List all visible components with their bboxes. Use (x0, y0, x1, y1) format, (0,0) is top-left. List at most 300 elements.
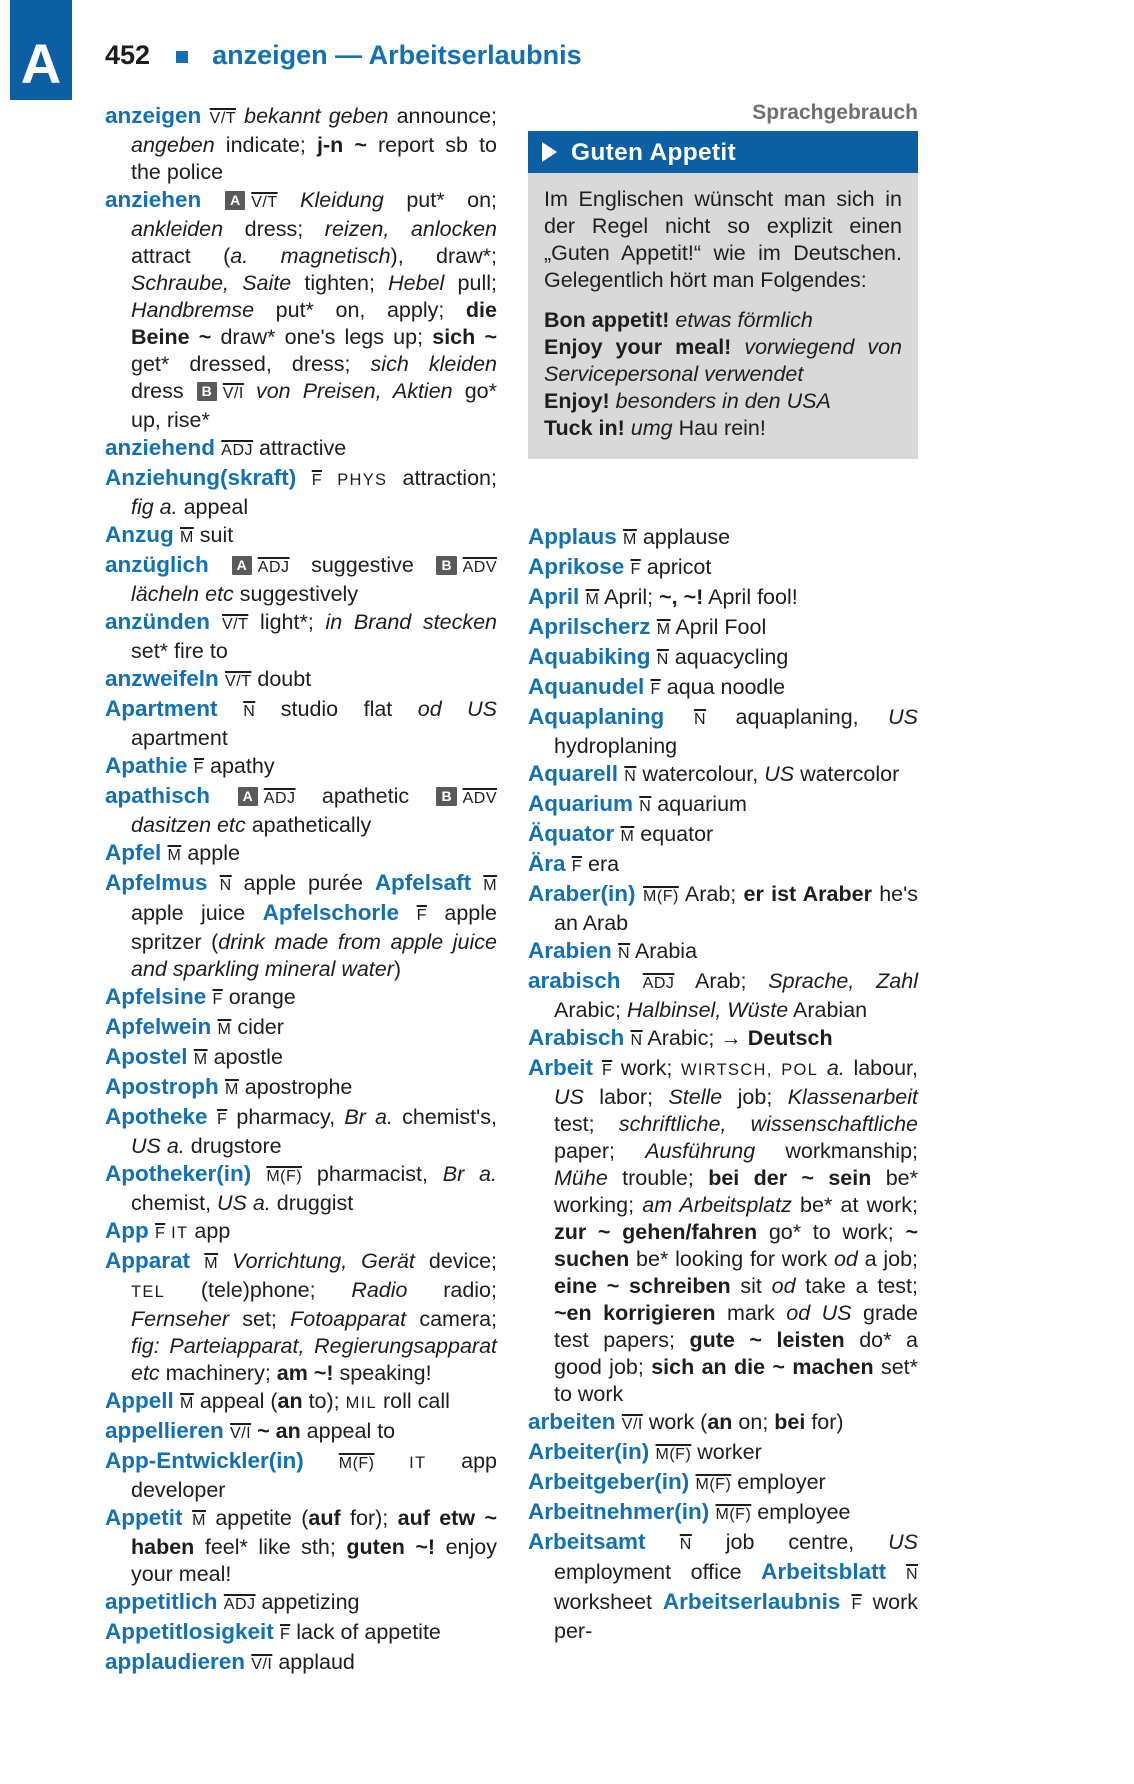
text-run: be* working; (554, 1166, 918, 1217)
headword: Apfel (105, 840, 168, 865)
dictionary-entry (528, 703, 918, 760)
headword: Arbeitsamt (528, 1529, 680, 1554)
bold-phrase: auf (308, 1506, 341, 1530)
italic-annotation: ankleiden (131, 217, 224, 241)
headword: Anzug (105, 522, 180, 547)
grammar-tag: $\overline{M}$ (656, 621, 671, 638)
text-run: camera; (406, 1307, 497, 1331)
subject-label: PHYS (322, 471, 388, 489)
text-run: apricot (640, 555, 712, 579)
dictionary-entry (105, 782, 497, 839)
italic-annotation: US (888, 1530, 918, 1554)
italic-annotation: Handbremse (131, 298, 255, 322)
text-run: chemist, (131, 1191, 218, 1215)
grammar-tag: $\overline{M}$ (483, 877, 498, 894)
text-run: apathetically (245, 813, 372, 837)
bold-phrase: an (277, 1389, 303, 1413)
grammar-tag: V/I (222, 385, 244, 402)
text-run: Arab; (678, 882, 744, 906)
bold-phrase: sich an die ~ machen (651, 1355, 874, 1379)
headword: Apostroph (105, 1074, 225, 1099)
italic-annotation: drink made from apple juice and sparkling mineral water (131, 930, 497, 981)
text-run: suit (193, 523, 234, 547)
headword: Aquabiking (528, 644, 657, 669)
bold-phrase: er ist Araber (743, 882, 872, 906)
headword: apathisch (105, 783, 237, 808)
dictionary-entry (105, 1447, 497, 1504)
text-run: Arabia (630, 939, 698, 963)
italic-annotation: a. (818, 1056, 845, 1080)
text-run: be* looking for work (629, 1247, 834, 1271)
headword: Aprilscherz (528, 614, 657, 639)
italic-annotation: besonders in den USA (609, 389, 831, 413)
text-run: appetizing (255, 1590, 360, 1614)
text-run: speaking! (333, 1361, 432, 1385)
text-run: go* up, rise* (131, 379, 497, 432)
grammar-tag: $\overline{F}$ (571, 858, 583, 875)
dictionary-entry (105, 1103, 497, 1160)
italic-annotation: Vorrichtung, Gerät (218, 1249, 415, 1273)
bold-phrase: eine ~ schreiben (554, 1274, 731, 1298)
text-run: ) (393, 957, 402, 981)
dictionary-entry (105, 1588, 497, 1618)
dictionary-entry (105, 464, 497, 521)
headword: appetitlich (105, 1589, 224, 1614)
text-run: set* fire to (131, 639, 228, 663)
grammar-tag: V/T (251, 194, 278, 211)
grammar-tag: $\overline{F}$ (216, 1111, 228, 1128)
sense-letter-badge: B (436, 787, 456, 806)
headword: anzünden (105, 609, 222, 634)
text-run: feel* like sth; (194, 1535, 347, 1559)
grammar-tag: $\overline{F}$ (155, 1225, 166, 1242)
headword: April (528, 584, 586, 609)
text-run: to); (302, 1389, 346, 1413)
headword: Applaus (528, 524, 624, 549)
headword: anzeigen (105, 103, 210, 128)
dictionary-entry (105, 1043, 497, 1073)
dictionary-entry (105, 1417, 497, 1447)
text-run: work per- (554, 1590, 918, 1643)
letter-tab: A (10, 0, 72, 100)
grammar-tag: $\overline{N}$ (693, 711, 707, 728)
usage-box-header (528, 131, 918, 173)
headword: Apfelsine (105, 984, 213, 1009)
text-run: aqua noodle (660, 675, 786, 699)
dictionary-entry (528, 1468, 918, 1498)
grammar-tag: $\overline{ADV}$ (462, 559, 498, 576)
italic-annotation: Halbinsel, Wüste (626, 998, 789, 1022)
headword: App-Entwickler(in) (105, 1448, 339, 1473)
text-run: pharmacist, (302, 1162, 443, 1186)
headword: Apfelsaft (374, 870, 484, 895)
headword: Apartment (105, 696, 244, 721)
grammar-tag: M(F) (715, 1506, 752, 1523)
text-run: appeal ( (193, 1389, 278, 1413)
text-run: report sb to the police (131, 133, 497, 184)
text-run: for); (340, 1506, 398, 1530)
grammar-tag: $\overline{M}$ (204, 1255, 219, 1272)
text-run: labor; (583, 1085, 669, 1109)
italic-annotation: Sprache, Zahl (768, 969, 918, 993)
dictionary-entry (105, 551, 497, 608)
usage-box (528, 131, 918, 459)
dictionary-entry (528, 553, 918, 583)
subject-label: IT (374, 1454, 427, 1472)
text-run: mark (715, 1301, 787, 1325)
guide-words: anzeigen — Arbeitserlaubnis (212, 40, 582, 70)
grammar-tag: M(F) (643, 888, 679, 905)
dictionary-entry (528, 850, 918, 880)
grammar-tag: $\overline{N}$ (905, 1566, 918, 1583)
text-run: April fool! (703, 585, 798, 609)
text-run: enjoy your meal! (131, 1535, 497, 1586)
text-run: era (582, 852, 620, 876)
page-header (105, 40, 582, 71)
dictionary-entry (528, 583, 918, 613)
dictionary-entry (528, 523, 918, 553)
dictionary-entry (528, 1498, 918, 1528)
headword: Apotheker(in) (105, 1161, 267, 1186)
headword: anzüglich (105, 552, 231, 577)
grammar-tag: V/I (621, 1416, 643, 1433)
italic-annotation: schriftliche, wissenschaftliche (618, 1112, 918, 1136)
grammar-tag: $\overline{N}$ (624, 768, 637, 785)
headword: Apathie (105, 753, 194, 778)
text-run: chemist's, (392, 1105, 497, 1129)
italic-annotation: in Brand stecken (325, 610, 498, 634)
usage-box-title: Guten Appetit (571, 138, 736, 166)
text-run: appeal (177, 495, 249, 519)
text-run: apostrophe (238, 1075, 353, 1099)
grammar-tag: $\overline{F}$ (851, 1596, 862, 1613)
dictionary-entry (105, 752, 497, 782)
dictionary-entry (105, 839, 497, 869)
text-run: Hau rein! (672, 416, 766, 440)
headword: Arbeit (528, 1055, 602, 1080)
headword: Apparat (105, 1248, 205, 1273)
text-run: on; (732, 1410, 775, 1434)
header-bullet-icon (176, 51, 188, 63)
usage-example (544, 388, 902, 415)
text-run: employer (731, 1470, 826, 1494)
dictionary-entry (105, 1160, 497, 1217)
italic-annotation: sich kleiden (370, 352, 498, 376)
italic-annotation: Radio (351, 1278, 408, 1302)
dictionary-entry (528, 937, 918, 967)
text-run: job; (722, 1085, 788, 1109)
text-run: dress; (223, 217, 325, 241)
text-run: employment office (554, 1560, 762, 1584)
italic-annotation: reizen, anlocken (324, 217, 497, 241)
grammar-tag: M(F) (266, 1168, 303, 1185)
text-run: orange (222, 985, 296, 1009)
grammar-tag: $\overline{F}$ (311, 472, 323, 489)
text-run: apostle (207, 1045, 283, 1069)
text-run: be* at work; (791, 1193, 918, 1217)
dictionary-entry (528, 1528, 918, 1645)
italic-annotation: bekannt geben (236, 104, 389, 128)
italic-annotation: US (764, 762, 795, 786)
subject-label: TEL (131, 1283, 166, 1301)
text-run: work; (612, 1056, 681, 1080)
headword: Arbeiter(in) (528, 1439, 656, 1464)
text-run: work ( (642, 1410, 708, 1434)
grammar-tag: V/T (221, 616, 249, 633)
grammar-tag: V/I (230, 1425, 252, 1442)
text-run: worksheet (554, 1590, 663, 1614)
bold-phrase: Enjoy! (544, 389, 610, 413)
bold-phrase: zur ~ gehen/fahren (554, 1220, 758, 1244)
sense-letter-badge: A (232, 556, 252, 575)
text-run: apple juice (131, 901, 263, 925)
text-run: watercolor (794, 762, 900, 786)
text-run: April Fool (670, 615, 767, 639)
text-run: set* to work (554, 1355, 918, 1406)
text-run: a job; (857, 1247, 919, 1271)
page-number: 452 (105, 40, 151, 70)
italic-annotation: fig a. (131, 495, 178, 519)
text-run: Arab; (674, 969, 769, 993)
headword: Apfelschorle (262, 900, 417, 925)
headword: Appetit (105, 1505, 193, 1530)
dictionary-entry (528, 613, 918, 643)
headword: anziehen (105, 187, 225, 212)
text-run: job centre, (691, 1530, 889, 1554)
dictionary-entry (105, 869, 497, 983)
grammar-tag: $\overline{M}$ (217, 1021, 232, 1038)
bold-phrase: auf etw ~ haben (131, 1506, 497, 1559)
grammar-tag: $\overline{M}$ (623, 531, 637, 548)
text-run: appeal to (300, 1419, 396, 1443)
text-run: dress (131, 379, 196, 403)
text-run: app (188, 1219, 231, 1243)
grammar-tag: $\overline{ADJ}$ (221, 442, 254, 459)
left-column (105, 102, 497, 1678)
usage-box-label: Sprachgebrauch (752, 101, 918, 124)
grammar-tag: V/I (251, 1656, 273, 1673)
italic-annotation: US a. (131, 1134, 185, 1158)
headword: Apfelmus (105, 870, 220, 895)
text-run: indicate; (214, 133, 317, 157)
text-run: Arabian (788, 998, 868, 1022)
bold-phrase: j-n ~ (316, 133, 367, 157)
text-run: employee (751, 1500, 851, 1524)
italic-annotation: lächeln etc (131, 582, 234, 606)
right-column-entries (528, 523, 918, 1645)
grammar-tag: $\overline{F}$ (280, 1626, 291, 1643)
text-run: lack of appetite (290, 1620, 441, 1644)
headword: Apotheke (105, 1104, 217, 1129)
subject-label: WIRTSCH, POL (680, 1061, 819, 1079)
grammar-tag: $\overline{ADJ}$ (642, 975, 675, 992)
bold-phrase: bei (774, 1410, 806, 1434)
italic-annotation: fig: Parteiapparat, Regierungsapparat etc (131, 1334, 497, 1385)
grammar-tag: $\overline{M}$ (179, 529, 194, 546)
bold-phrase: Deutsch (741, 1026, 833, 1050)
text-run: watercolour, (636, 762, 765, 786)
headword: applaudieren (105, 1649, 252, 1674)
dictionary-entry (105, 434, 497, 464)
text-run: light*; (248, 610, 326, 634)
italic-annotation: od US (417, 697, 497, 721)
usage-example (544, 415, 902, 442)
text-run: equator (634, 822, 714, 846)
text-run: he's an Arab (554, 882, 918, 935)
right-column (528, 102, 918, 1645)
headword: Arbeitnehmer(in) (528, 1499, 716, 1524)
text-run: attract ( (131, 244, 231, 268)
grammar-tag: $\overline{F}$ (601, 1062, 613, 1079)
headword: Appell (105, 1388, 181, 1413)
text-run: applause (636, 525, 731, 549)
text-run: suggestively (233, 582, 359, 606)
grammar-tag: $\overline{F}$ (630, 561, 641, 578)
headword: Ära (528, 851, 572, 876)
italic-annotation: Stelle (668, 1085, 723, 1109)
grammar-tag: $\overline{ADV}$ (462, 790, 497, 807)
dictionary-entry (528, 967, 918, 1024)
dictionary-entry (105, 521, 497, 551)
triangle-marker-icon (542, 142, 557, 162)
headword: App (105, 1218, 155, 1243)
dictionary-entry (105, 1073, 497, 1103)
headword: Apostel (105, 1044, 194, 1069)
grammar-tag: $\overline{N}$ (679, 1536, 692, 1553)
text-run: take a test; (795, 1274, 918, 1298)
bold-phrase: ~ an (251, 1419, 301, 1443)
grammar-tag: $\overline{F}$ (416, 907, 427, 924)
italic-annotation: Hebel (388, 271, 445, 295)
text-run: hydroplaning (554, 734, 678, 758)
grammar-tag: $\overline{M}$ (620, 828, 635, 845)
italic-annotation: od (833, 1247, 858, 1271)
text-run: do* a good job; (554, 1328, 919, 1379)
bold-phrase: ~, ~! (659, 585, 704, 609)
text-run: aquacycling (668, 645, 789, 669)
text-run: appetite ( (205, 1506, 309, 1530)
headword: Aquarell (528, 761, 625, 786)
dictionary-entry (528, 1024, 918, 1054)
italic-annotation: etwas förmlich (669, 308, 813, 332)
text-run: aquarium (651, 792, 747, 816)
grammar-tag: $\overline{M}$ (180, 1395, 194, 1412)
headword: Araber(in) (528, 881, 644, 906)
text-run: Arabic; (554, 998, 627, 1022)
grammar-tag: V/T (225, 673, 252, 690)
grammar-tag: $\overline{ADJ}$ (263, 790, 296, 807)
sense-letter-badge: B (197, 382, 217, 401)
dictionary-entry (528, 880, 918, 937)
sense-letter-badge: B (436, 556, 456, 575)
italic-annotation: US a. (217, 1191, 271, 1215)
grammar-tag: $\overline{N}$ (618, 945, 631, 962)
grammar-tag: $\overline{N}$ (243, 703, 256, 720)
dictionary-entry (528, 790, 918, 820)
text-run: apple spritzer ( (131, 901, 497, 954)
grammar-tag: $\overline{N}$ (630, 1032, 643, 1049)
italic-annotation: a. magnetisch (230, 244, 391, 268)
dictionary-entry (105, 983, 497, 1013)
usage-examples (544, 307, 902, 442)
text-run: apartment (131, 726, 228, 750)
italic-annotation: Fernseher (131, 1307, 229, 1331)
sense-letter-badge: A (225, 191, 245, 210)
headword: arbeiten (528, 1409, 622, 1434)
grammar-tag: M(F) (338, 1455, 375, 1472)
dictionary-entry (105, 102, 497, 186)
dictionary-entry (105, 186, 497, 434)
text-run: trouble; (607, 1166, 709, 1190)
dictionary-entry (105, 1618, 497, 1648)
grammar-tag: $\overline{M}$ (585, 591, 600, 608)
text-run: (tele)phone; (165, 1278, 352, 1302)
grammar-tag: $\overline{N}$ (639, 798, 652, 815)
grammar-tag: $\overline{M}$ (167, 847, 182, 864)
italic-annotation: Br a. (442, 1162, 497, 1186)
dictionary-entry (528, 760, 918, 790)
bold-phrase: bei der ~ sein (708, 1166, 872, 1190)
cross-reference-arrow: → (720, 1026, 742, 1050)
dictionary-entry (105, 1013, 497, 1043)
text-run: drugstore (184, 1134, 282, 1158)
text-run: workmanship; (755, 1139, 919, 1163)
italic-annotation: od (771, 1274, 796, 1298)
text-run: attraction; (387, 466, 497, 490)
headword: Aquaplaning (528, 704, 694, 729)
bold-phrase: ~ suchen (554, 1220, 918, 1271)
text-run: radio; (407, 1278, 497, 1302)
headword: Äquator (528, 821, 621, 846)
text-run: go* to work; (757, 1220, 906, 1244)
text-run: tighten; (291, 271, 389, 295)
bold-phrase: die Beine ~ (131, 298, 497, 349)
dictionary-entry (105, 1387, 497, 1417)
dictionary-entry (528, 820, 918, 850)
text-run: pharmacy, (227, 1105, 345, 1129)
italic-annotation: dasitzen etc (131, 813, 246, 837)
dictionary-entry (105, 665, 497, 695)
usage-box-body (528, 173, 918, 459)
grammar-tag: $\overline{ADJ}$ (223, 1596, 256, 1613)
dictionary-entry (528, 1054, 918, 1408)
italic-annotation: Br a. (344, 1105, 393, 1129)
grammar-tag: $\overline{N}$ (656, 651, 669, 668)
dictionary-entry (105, 1504, 497, 1588)
text-run: labour, (844, 1056, 918, 1080)
text-run: sit (730, 1274, 772, 1298)
bold-phrase: gute ~ leisten (689, 1328, 845, 1352)
text-run: test; (554, 1112, 619, 1136)
usage-example (544, 334, 902, 388)
text-run: paper; (554, 1139, 646, 1163)
text-run: for) (805, 1410, 844, 1434)
bold-phrase: an (707, 1410, 733, 1434)
grammar-tag: $\overline{M}$ (224, 1081, 239, 1098)
headword: Arabien (528, 938, 619, 963)
italic-annotation: Fotoapparat (290, 1307, 407, 1331)
text-run: roll call (377, 1389, 450, 1413)
headword: anziehend (105, 435, 222, 460)
text-run: apathetic (295, 784, 436, 808)
text-run: get* dressed, dress; (131, 352, 371, 376)
italic-annotation: Kleidung (277, 188, 384, 212)
text-run: pull; (444, 271, 497, 295)
italic-annotation: od US (786, 1301, 852, 1325)
grammar-tag: $\overline{M}$ (192, 1512, 206, 1529)
headword: appellieren (105, 1418, 231, 1443)
italic-annotation: von Preisen, Aktien (243, 379, 453, 403)
